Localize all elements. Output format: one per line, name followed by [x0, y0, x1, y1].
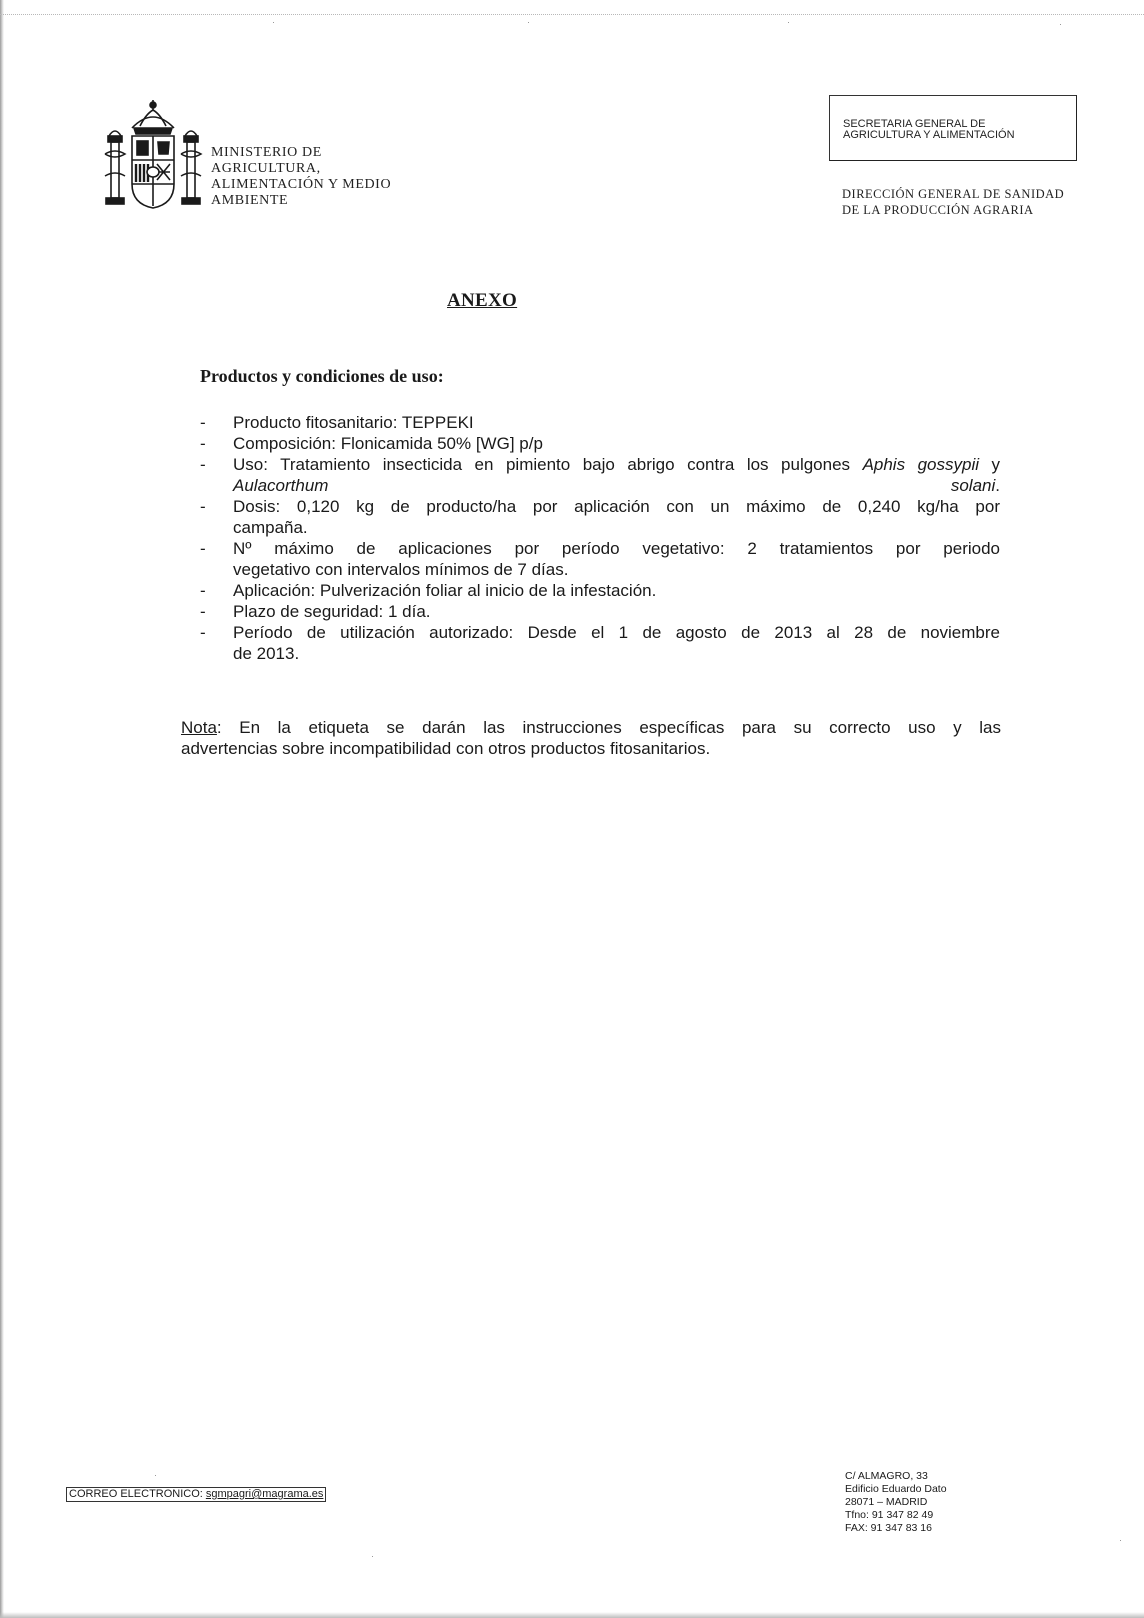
- coat-of-arms-logo: [102, 96, 204, 218]
- periodo-line1: Período de utilización autorizado: Desde el 1 de agosto de 2013 al 28 de noviembre: [233, 623, 1000, 642]
- ministry-name: [211, 145, 391, 209]
- aplicacion-text: Aplicación: Pulverización foliar al inicio de la infestación.: [233, 581, 657, 600]
- scan-edge-bottom: [0, 1612, 1144, 1618]
- direccion-line: DE LA PRODUCCIÓN AGRARIA: [842, 203, 1034, 217]
- scan-speck: [1060, 24, 1061, 25]
- plazo-text: Plazo de seguridad: 1 día.: [233, 602, 431, 621]
- uso-species-1: Aphis gossypii: [862, 455, 979, 474]
- scan-edge-top: [0, 14, 1144, 16]
- list-item-uso: - Uso: Tratamiento insecticida en pimiento bajo abrigo contra los pulgones Aphis gossypii y Aulacorthum solani.: [200, 455, 1000, 495]
- uso-species-2: Aulacorthum solani: [233, 476, 996, 495]
- address-line: 28071 – MADRID: [845, 1496, 928, 1508]
- aplicaciones-line2: vegetativo con intervalos mínimos de 7 días.: [233, 560, 569, 579]
- list-item-dosis: - Dosis: 0,120 kg de producto/ha por aplicación con un máximo de 0,240 kg/ha por campaña.: [200, 497, 1000, 537]
- scan-speck: [372, 1556, 373, 1557]
- scan-speck: [273, 22, 274, 23]
- scan-speck: [788, 22, 789, 23]
- list-item-composicion: - Composición: Flonicamida 50% [WG] p/p: [200, 434, 543, 453]
- uso-end: .: [995, 476, 1000, 495]
- nota-label: Nota: [181, 718, 217, 737]
- address-line: Tfno: 91 347 82 49: [845, 1509, 934, 1521]
- section-subtitle: Productos y condiciones de uso:: [200, 366, 444, 386]
- composicion-text: Composición: Flonicamida 50% [WG] p/p: [233, 434, 543, 453]
- ministry-line: AGRICULTURA,: [211, 161, 321, 176]
- nota-line2: advertencias sobre incompatibilidad con otros productos fitosanitarios.: [181, 739, 711, 758]
- list-item-plazo: - Plazo de seguridad: 1 día.: [200, 602, 431, 621]
- email-label: CORREO ELECTRONICO:: [69, 1488, 203, 1500]
- secretaria-line: SECRETARIA GENERAL DE: [843, 118, 986, 130]
- nota-line1: : En la etiqueta se darán las instrucciones específicas para su correcto uso y las: [216, 718, 1001, 737]
- scan-speck: [155, 1475, 156, 1476]
- ministry-line: MINISTERIO DE: [211, 145, 322, 160]
- direccion-line: DIRECCIÓN GENERAL DE SANIDAD: [842, 187, 1065, 201]
- list-item-producto: - Producto fitosanitario: TEPPEKI: [200, 413, 474, 432]
- conditions-list: [200, 412, 1000, 664]
- nota-paragraph: [181, 717, 1001, 759]
- list-item-aplicacion: - Aplicación: Pulverización foliar al inicio de la infestación.: [200, 581, 657, 600]
- address-line: Edificio Eduardo Dato: [845, 1483, 947, 1495]
- postal-address: [845, 1470, 947, 1535]
- periodo-line2: de 2013.: [233, 644, 300, 663]
- uso-conj: y: [991, 455, 1000, 474]
- list-item-periodo: - Período de utilización autorizado: Desde el 1 de agosto de 2013 al 28 de noviembre de 2013.: [200, 623, 1000, 663]
- address-line: C/ ALMAGRO, 33: [845, 1470, 928, 1482]
- list-item-aplicaciones: - Nº máximo de aplicaciones por período vegetativo: 2 tratamientos por periodo vegetativo con intervalos mínimos de 7 días.: [200, 539, 1000, 579]
- aplicaciones-line1: Nº máximo de aplicaciones por período vegetativo: 2 tratamientos por periodo: [233, 539, 1000, 558]
- secretaria-line: AGRICULTURA Y ALIMENTACIÓN: [843, 129, 1015, 141]
- ministry-line: AMBIENTE: [211, 193, 289, 208]
- email-box: [66, 1487, 326, 1502]
- email-address[interactable]: sgmpagri@magrama.es: [205, 1488, 324, 1500]
- ministry-line: ALIMENTACIÓN Y MEDIO: [211, 177, 392, 192]
- address-line: FAX: 91 347 83 16: [845, 1522, 932, 1534]
- scan-speck: [528, 22, 529, 23]
- page-title: ANEXO: [447, 290, 518, 311]
- scan-edge-left: [0, 0, 4, 1618]
- dosis-line2: campaña.: [233, 518, 308, 537]
- uso-text: Uso: Tratamiento insecticida en pimiento bajo abrigo contra los pulgones: [233, 455, 851, 474]
- secretaria-box: [829, 95, 1077, 161]
- direccion-general: [842, 186, 1064, 218]
- dosis-line1: Dosis: 0,120 kg de producto/ha por aplicación con un máximo de 0,240 kg/ha por: [233, 497, 1000, 516]
- producto-text: Producto fitosanitario: TEPPEKI: [233, 413, 474, 432]
- scan-speck: [1120, 1540, 1121, 1541]
